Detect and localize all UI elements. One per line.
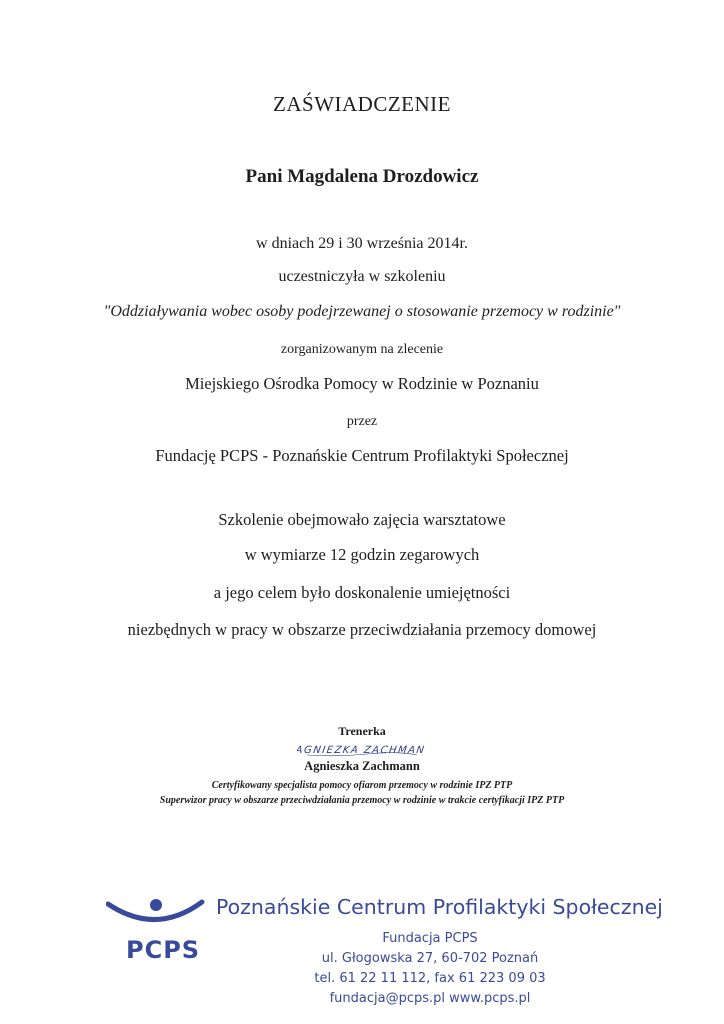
org-name: Poznańskie Centrum Profilaktyki Społecznej <box>216 895 663 919</box>
trainer-certification-2: Superwizor pracy w obszarze przeciwdziałania przemocy w rodzinie w trakcie certyfikacji IPZ PTP <box>159 795 565 806</box>
training-goal: a jego celem było doskonalenie umiejętności <box>213 583 511 602</box>
training-goal-cont: niezbędnych w pracy w obszarze przeciwdziałania przemocy domowej <box>127 620 597 639</box>
logo-arc-icon <box>106 896 206 936</box>
training-dates: w dniach 29 i 30 września 2014r. <box>256 235 468 252</box>
training-scope: Szkolenie obejmowało zajęcia warsztatowe <box>218 510 506 529</box>
foundation-name: Fundacja PCPS <box>382 931 478 946</box>
by-text: przez <box>346 414 378 429</box>
training-hours: w wymiarze 12 godzin zegarowych <box>244 545 480 564</box>
document-title: ZAŚWIADCZENIE <box>273 92 451 116</box>
svg-text:AGNIEZKA ZACHMAN: AGNIEZKA ZACHMAN <box>297 745 427 756</box>
trainer-label: Trenerka <box>338 724 386 738</box>
signature-scribble <box>297 740 427 758</box>
recipient-name: Pani Magdalena Drozdowicz <box>245 166 479 187</box>
pcps-logo <box>106 896 206 966</box>
training-title: "Oddziaływania wobec osoby podejrzewanej o stosowanie przemocy w rodzinie" <box>103 303 621 320</box>
trainer-certification-1: Certyfikowany specjalista pomocy ofiarom przemocy w rodzinie IPZ PTP <box>211 780 513 791</box>
org-contact: fundacja@pcps.pl www.pcps.pl <box>329 991 531 1006</box>
commissioning-institution: Miejskiego Ośrodka Pomocy w Rodzinie w Poznaniu <box>185 374 539 393</box>
participation-text: uczestniczyła w szkoleniu <box>278 268 446 285</box>
org-address: ul. Głogowska 27, 60-702 Poznań <box>321 951 539 966</box>
logo-text: PCPS <box>126 936 201 964</box>
trainer-name: Agnieszka Zachmann <box>304 759 420 773</box>
org-phone: tel. 61 22 11 112, fax 61 223 09 03 <box>314 971 546 986</box>
commissioned-text: zorganizowanym na zlecenie <box>280 342 444 357</box>
organizer-name: Fundację PCPS - Poznańskie Centrum Profilaktyki Społecznej <box>155 446 569 465</box>
handwritten-signature <box>0 740 724 761</box>
